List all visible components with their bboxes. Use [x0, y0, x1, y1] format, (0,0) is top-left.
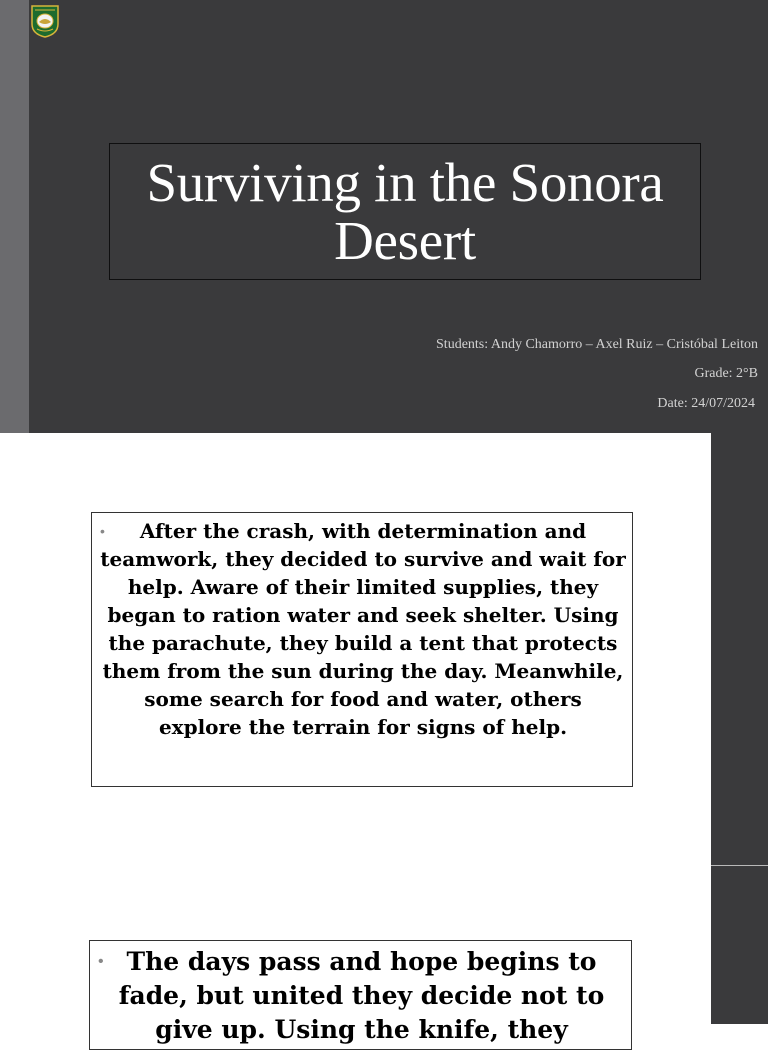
- grade-line: Grade: 2°B: [694, 366, 758, 381]
- slide-divider: [711, 865, 768, 866]
- story-paragraph-2: [98, 945, 625, 1047]
- title-slide: [0, 0, 768, 433]
- story-text-box-1: [91, 512, 633, 787]
- story-text-1: After the crash, with determination and teamwork, they decided to survive and wait for help. Aware of their limited supplies, they began to ration water and seek shelter. Using the parachute, they build a tent that protects them from the sun during the day. Meanwhile, some search for food and water, others explore the terrain for signs of help.: [100, 519, 626, 739]
- bullet-point: •: [98, 953, 104, 970]
- adjacent-slide-panel: [711, 433, 768, 1024]
- story-paragraph-1: [100, 517, 626, 741]
- story-text-box-2: [89, 940, 632, 1050]
- slide-left-strip: [0, 0, 29, 433]
- bullet-point: •: [100, 523, 105, 539]
- school-crest-icon: [31, 4, 59, 38]
- title-box: [109, 143, 701, 280]
- date-line: Date: 24/07/2024: [657, 396, 755, 411]
- students-line: Students: Andy Chamorro – Axel Ruiz – Cristóbal Leiton: [436, 337, 758, 352]
- slide-title: Surviving in the Sonora Desert: [146, 151, 664, 271]
- story-text-2: The days pass and hope begins to fade, but united they decide not to give up. Using the knife, they: [118, 947, 605, 1044]
